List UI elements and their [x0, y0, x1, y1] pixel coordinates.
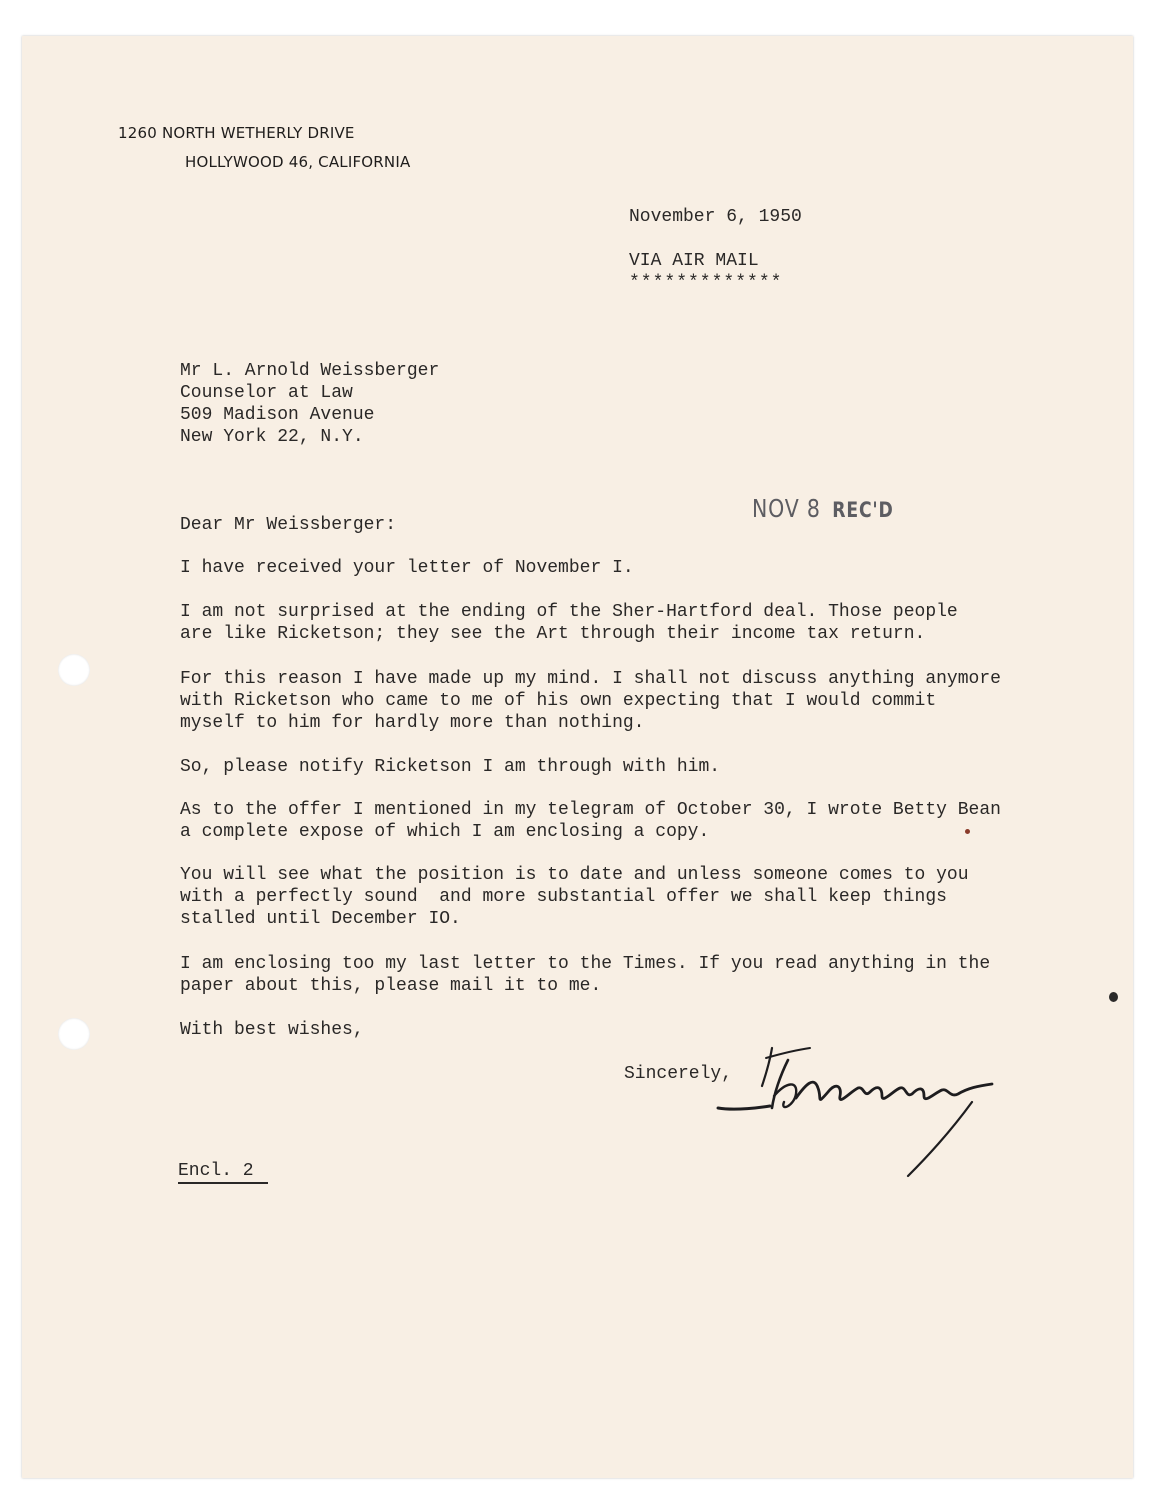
paragraph-5: As to the offer I mentioned in my telegram of October 30, I wrote Betty Bean a complete expose of which I am enclosing a copy.: [180, 800, 1001, 842]
paragraph-1: I have received your letter of November I.: [180, 558, 634, 578]
ink-speck-red: [965, 829, 970, 834]
closing: With best wishes,: [180, 1020, 364, 1040]
paragraph-2: I am not surprised at the ending of the Sher-Hartford deal. Those people are like Ricketson; they see the Art through their income tax return.: [180, 602, 958, 644]
letter-date: November 6, 1950: [629, 207, 802, 227]
paragraph-6: You will see what the position is to date and unless someone comes to you with a perfectly sound and more substantial offer we shall keep things stalled until December IO.: [180, 865, 969, 929]
recipient-city: New York 22, N.Y.: [180, 427, 364, 447]
paragraph-3: For this reason I have made up my mind. I shall not discuss anything anymore with Ricketson who came to me of his own expecting that I would commit myself to him for hardly more than nothing.: [180, 669, 1001, 733]
received-stamp-date: NOV 8: [752, 494, 821, 523]
letter-page: [22, 36, 1133, 1478]
ink-speck: [1109, 992, 1118, 1002]
received-stamp-label: REC'D: [832, 498, 894, 522]
delivery-underline-stars: *************: [629, 273, 783, 293]
handwritten-signature: [710, 1036, 1010, 1186]
paragraph-7: I am enclosing too my last letter to the Times. If you read anything in the paper about this, please mail it to me.: [180, 954, 991, 996]
sign-off: Sincerely,: [624, 1064, 733, 1084]
paragraph-4: So, please notify Ricketson I am through with him.: [180, 757, 721, 777]
enclosure-note: Encl. 2: [178, 1160, 268, 1184]
delivery-method: VIA AIR MAIL: [629, 251, 759, 271]
letterhead-street: 1260 NORTH WETHERLY DRIVE: [118, 124, 355, 142]
binder-hole-top: [58, 654, 90, 686]
salutation: Dear Mr Weissberger:: [180, 515, 397, 535]
letterhead-city: HOLLYWOOD 46, CALIFORNIA: [185, 153, 411, 171]
recipient-title: Counselor at Law: [180, 383, 353, 403]
binder-hole-bottom: [58, 1018, 90, 1050]
recipient-street: 509 Madison Avenue: [180, 405, 375, 425]
received-stamp: [752, 494, 894, 523]
recipient-address: [180, 360, 439, 448]
recipient-name: Mr L. Arnold Weissberger: [180, 361, 440, 381]
